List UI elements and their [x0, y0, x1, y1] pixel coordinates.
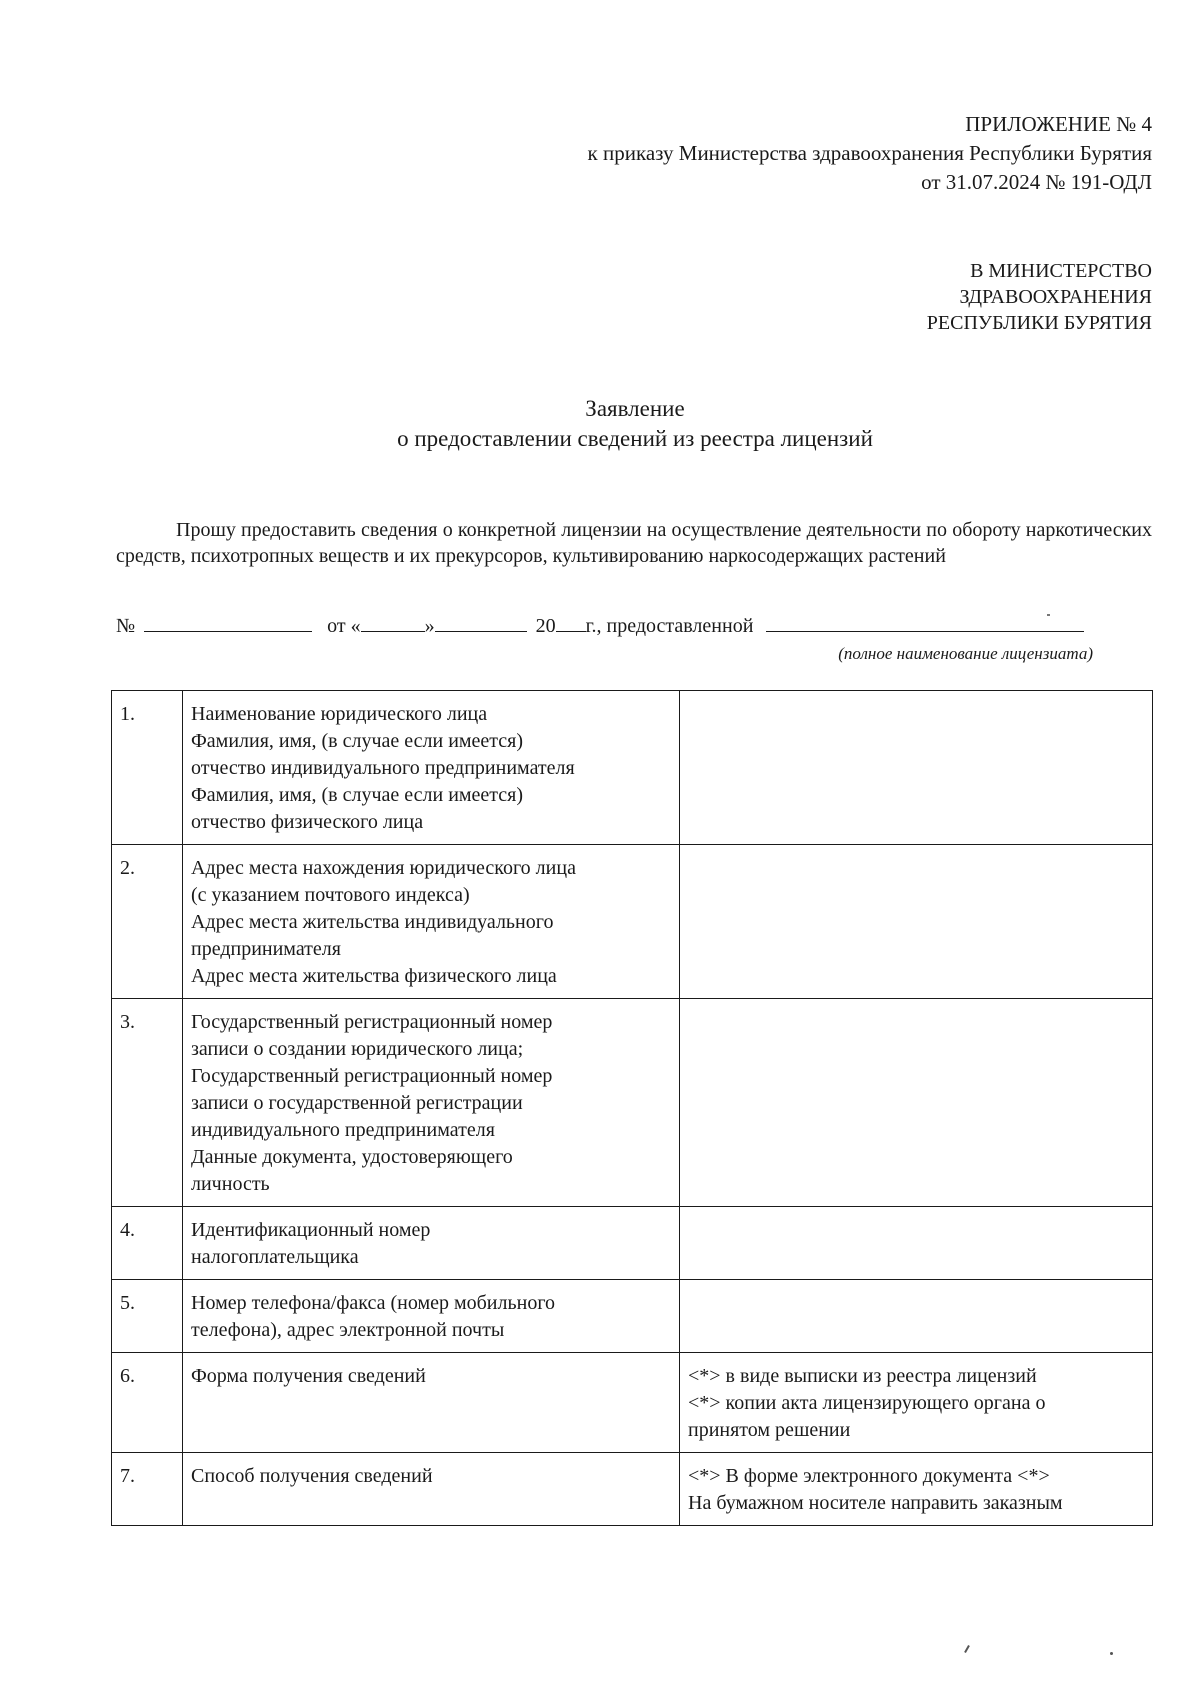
addressee-line: ЗДРАВООХРАНЕНИЯ	[959, 286, 1152, 308]
row-number: 2.	[112, 845, 183, 999]
addressee-line: В МИНИСТЕРСТВО	[970, 260, 1152, 282]
row-label	[183, 1453, 680, 1526]
row-number: 6.	[112, 1353, 183, 1453]
row-label-line: записи о государственной регистрации	[191, 1092, 523, 1114]
row-value-option[interactable]: принятом решении	[688, 1419, 851, 1441]
table-row	[112, 691, 1153, 845]
row-label	[183, 845, 680, 999]
row-number: 4.	[112, 1207, 183, 1280]
row-label-line: Данные документа, удостоверяющего	[191, 1146, 513, 1168]
table-row	[112, 1353, 1153, 1453]
row-label-line: Наименование юридического лица	[191, 703, 488, 725]
year-prefix: 20	[535, 615, 556, 637]
date-quote-close: »	[424, 615, 435, 637]
appendix-order-ref: к приказу Министерства здравоохранения Республики Бурятия	[587, 141, 1152, 165]
scan-mark	[964, 1645, 970, 1653]
row-label	[183, 1207, 680, 1280]
row-number: 7.	[112, 1453, 183, 1526]
appendix-title: ПРИЛОЖЕНИЕ № 4	[965, 112, 1152, 136]
table-row	[112, 1453, 1153, 1526]
row-value-field[interactable]	[680, 1453, 1153, 1526]
row-label-line: индивидуального предпринимателя	[191, 1119, 495, 1141]
row-label-line: Фамилия, имя, (в случае если имеется)	[191, 784, 524, 806]
row-label-line: Государственный регистрационный номер	[191, 1011, 553, 1033]
row-value-field[interactable]	[680, 1353, 1153, 1453]
row-label-line: Адрес места нахождения юридического лица	[191, 857, 576, 879]
row-number: 3.	[112, 999, 183, 1207]
row-number: 1.	[112, 691, 183, 845]
date-year-field[interactable]	[556, 612, 586, 632]
date-month-field[interactable]	[435, 612, 527, 632]
row-label	[183, 691, 680, 845]
title-line: Заявление	[585, 396, 685, 421]
row-label-line: записи о создании юридического лица;	[191, 1038, 524, 1060]
scan-mark	[1110, 1652, 1113, 1655]
row-label-line: телефона), адрес электронной почты	[191, 1319, 505, 1341]
row-label-line: Фамилия, имя, (в случае если имеется)	[191, 730, 524, 752]
row-value-field[interactable]	[680, 691, 1153, 845]
table-row	[112, 845, 1153, 999]
licensee-name-field[interactable]	[766, 612, 1084, 632]
row-label-line: Форма получения сведений	[191, 1365, 426, 1387]
scan-speck	[1047, 614, 1050, 616]
row-value-field[interactable]	[680, 999, 1153, 1207]
date-from-label: от «	[327, 615, 361, 637]
number-label: №	[116, 615, 136, 637]
row-label-line: Номер телефона/факса (номер мобильного	[191, 1292, 556, 1314]
table-row	[112, 999, 1153, 1207]
row-value-field[interactable]	[680, 1207, 1153, 1280]
row-label-line: отчество физического лица	[191, 811, 424, 833]
intro-paragraph: Прошу предоставить сведения о конкретной лицензии на осуществление деятельности по обороту наркотических средств, психотропных веществ и их прекурсоров, культивированию наркосодержащих растений	[116, 519, 1152, 567]
row-label-line: Способ получения сведений	[191, 1465, 433, 1487]
date-day-field[interactable]	[361, 612, 425, 632]
row-label-line: отчество индивидуального предпринимателя	[191, 757, 575, 779]
application-table	[111, 690, 1153, 1526]
row-label-line: Государственный регистрационный номер	[191, 1065, 553, 1087]
row-value-field[interactable]	[680, 845, 1153, 999]
license-number-field[interactable]	[144, 612, 312, 632]
row-label	[183, 1353, 680, 1453]
row-number: 5.	[112, 1280, 183, 1353]
addressee-line: РЕСПУБЛИКИ БУРЯТИЯ	[926, 312, 1152, 334]
row-label-line: Идентификационный номер	[191, 1219, 431, 1241]
row-label-line: предпринимателя	[191, 938, 341, 960]
row-value-option[interactable]: <*> в виде выписки из реестра лицензий	[688, 1365, 1037, 1387]
appendix-block	[588, 110, 1152, 197]
licensee-hint: (полное наименование лицензиата)	[838, 644, 1093, 663]
table-row	[112, 1280, 1153, 1353]
addressee-block	[927, 258, 1152, 336]
table-row	[112, 1207, 1153, 1280]
row-value-option[interactable]: <*> В форме электронного документа <*>	[688, 1465, 1050, 1487]
row-value-option[interactable]: <*> копии акта лицензирующего органа о	[688, 1392, 1046, 1414]
document-title	[0, 394, 1200, 454]
row-label-line: Адрес места жительства физического лица	[191, 965, 557, 987]
row-label-line: (с указанием почтового индекса)	[191, 884, 470, 906]
row-label-line: налогоплательщика	[191, 1246, 359, 1268]
row-label	[183, 1280, 680, 1353]
title-line: о предоставлении сведений из реестра лицензий	[397, 426, 873, 451]
year-suffix: г., предоставленной	[585, 615, 754, 637]
row-value-field[interactable]	[680, 1280, 1153, 1353]
row-label-line: Адрес места жительства индивидуального	[191, 911, 554, 933]
appendix-order-date: от 31.07.2024 № 191-ОДЛ	[921, 170, 1152, 194]
license-reference-line	[116, 612, 1084, 639]
row-label	[183, 999, 680, 1207]
row-value-option[interactable]: На бумажном носителе направить заказным	[688, 1492, 1063, 1514]
row-label-line: личность	[191, 1173, 270, 1195]
